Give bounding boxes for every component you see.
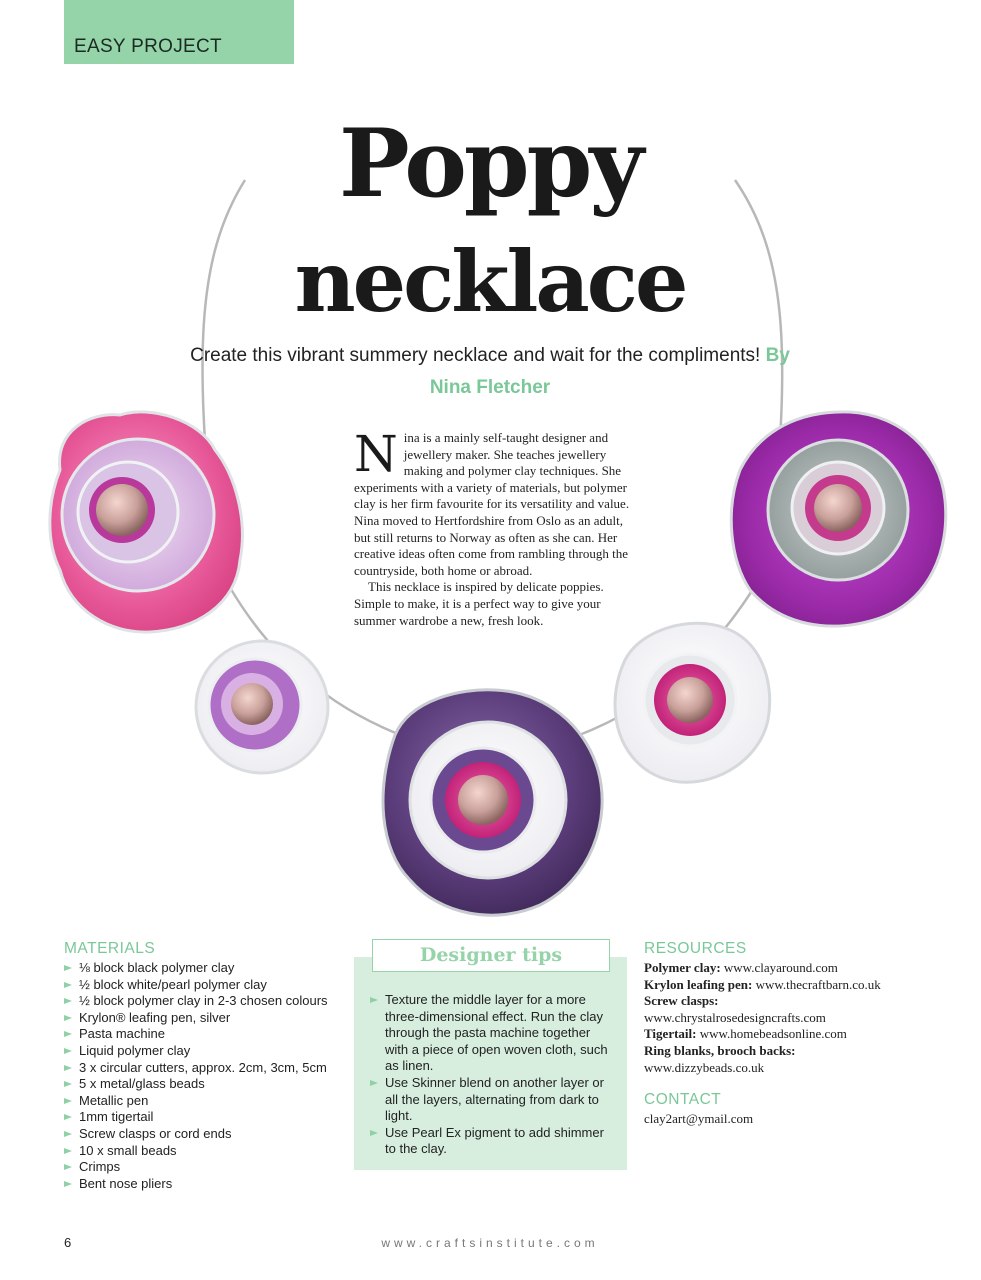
contact-heading: CONTACT	[644, 1091, 722, 1109]
resource-screw-clasps-label: Screw clasps:	[644, 993, 719, 1009]
resource-screw-clasps-url: www.chrystalrosedesigncrafts.com	[644, 1009, 826, 1025]
resource-ring-blanks-url: www.dizzybeads.co.uk	[644, 1059, 765, 1075]
intro-paragraph-2: This necklace is inspired by delicate poppies. Simple to make, it is a perfect way to give your summer wardrobe a new, fresh look.	[354, 579, 604, 628]
list-item: 5 x metal/glass beads	[64, 1076, 354, 1093]
contact-email: clay2art@ymail.com	[644, 1111, 754, 1127]
intro-text	[354, 425, 632, 629]
list-item: 10 x small beads	[64, 1143, 354, 1160]
list-item: Krylon® leafing pen, silver	[64, 1010, 354, 1027]
list-item: ⅛ block black polymer clay	[64, 960, 354, 977]
contact-section	[644, 1091, 944, 1128]
footer-url: www.craftsinstitute.com	[381, 1236, 599, 1250]
section-tab	[64, 0, 294, 64]
page-title-line-1: Poppy	[339, 109, 641, 219]
resources-heading: RESOURCES	[644, 940, 747, 957]
resources-list	[644, 940, 944, 1128]
materials-heading: MATERIALS	[64, 940, 156, 957]
list-item: ½ block white/pearl polymer clay	[64, 977, 354, 994]
tip-item: Texture the middle layer for a more three-dimensional effect. Run the clay through the pasta machine together with a piece of open woven cloth, such as linen.	[370, 992, 615, 1075]
standfirst-text: Create this vibrant summery necklace and wait for the compliments!	[190, 345, 761, 366]
list-item: Pasta machine	[64, 1026, 354, 1043]
poppy-pendant-pink	[50, 412, 243, 632]
list-item: 3 x circular cutters, approx. 2cm, 3cm, 5cm	[64, 1060, 354, 1077]
poppy-pendant-magenta	[731, 412, 945, 626]
list-item: 1mm tigertail	[64, 1109, 354, 1126]
poppy-pendant-white-small	[196, 641, 328, 773]
intro-paragraph-1: Nina is a mainly self-taught designer and jewellery maker. She teaches jewellery making and polymer clay techniques. She experiments with a variety of materials, but polymer clay is her firm favourite for its versatility and value. Nina moved to Hertfordshire from Oslo as an adult, but still returns to Norway as often as she can. Her creative ideas often come from rambling through the countryside, both home or abroad.	[354, 425, 630, 578]
resource-ring-blanks-label: Ring blanks, brooch backs:	[644, 1042, 796, 1058]
section-tab-label: EASY PROJECT	[74, 36, 222, 57]
list-item: Metallic pen	[64, 1093, 354, 1110]
drop-cap: N	[354, 425, 398, 483]
list-item: Liquid polymer clay	[64, 1043, 354, 1060]
designer-tips-heading: Designer tips	[372, 939, 610, 972]
poppy-pendant-white-magenta	[615, 623, 770, 782]
list-item: Crimps	[64, 1159, 354, 1176]
standfirst	[190, 340, 790, 404]
materials-list	[64, 940, 354, 1192]
list-item: ½ block polymer clay in 2-3 chosen colours	[64, 993, 354, 1010]
tip-item: Use Skinner blend on another layer or all the layers, alternating from dark to light.	[370, 1075, 615, 1125]
page-number: 6	[64, 1235, 72, 1250]
tip-item: Use Pearl Ex pigment to add shimmer to the clay.	[370, 1125, 615, 1158]
author-byline: By Nina Fletcher	[429, 345, 790, 398]
list-item: Screw clasps or cord ends	[64, 1126, 354, 1143]
resource-krylon-pen: Krylon leafing pen: www.thecraftbarn.co.uk	[644, 976, 881, 992]
resource-polymer-clay: Polymer clay: www.clayaround.com	[644, 960, 838, 975]
list-item: Bent nose pliers	[64, 1176, 354, 1193]
resource-tigertail: Tigertail: www.homebeadsonline.com	[644, 1026, 847, 1042]
poppy-pendant-purple	[383, 690, 602, 915]
designer-tips-box	[354, 957, 627, 1170]
page-title-line-2: necklace	[294, 232, 686, 331]
